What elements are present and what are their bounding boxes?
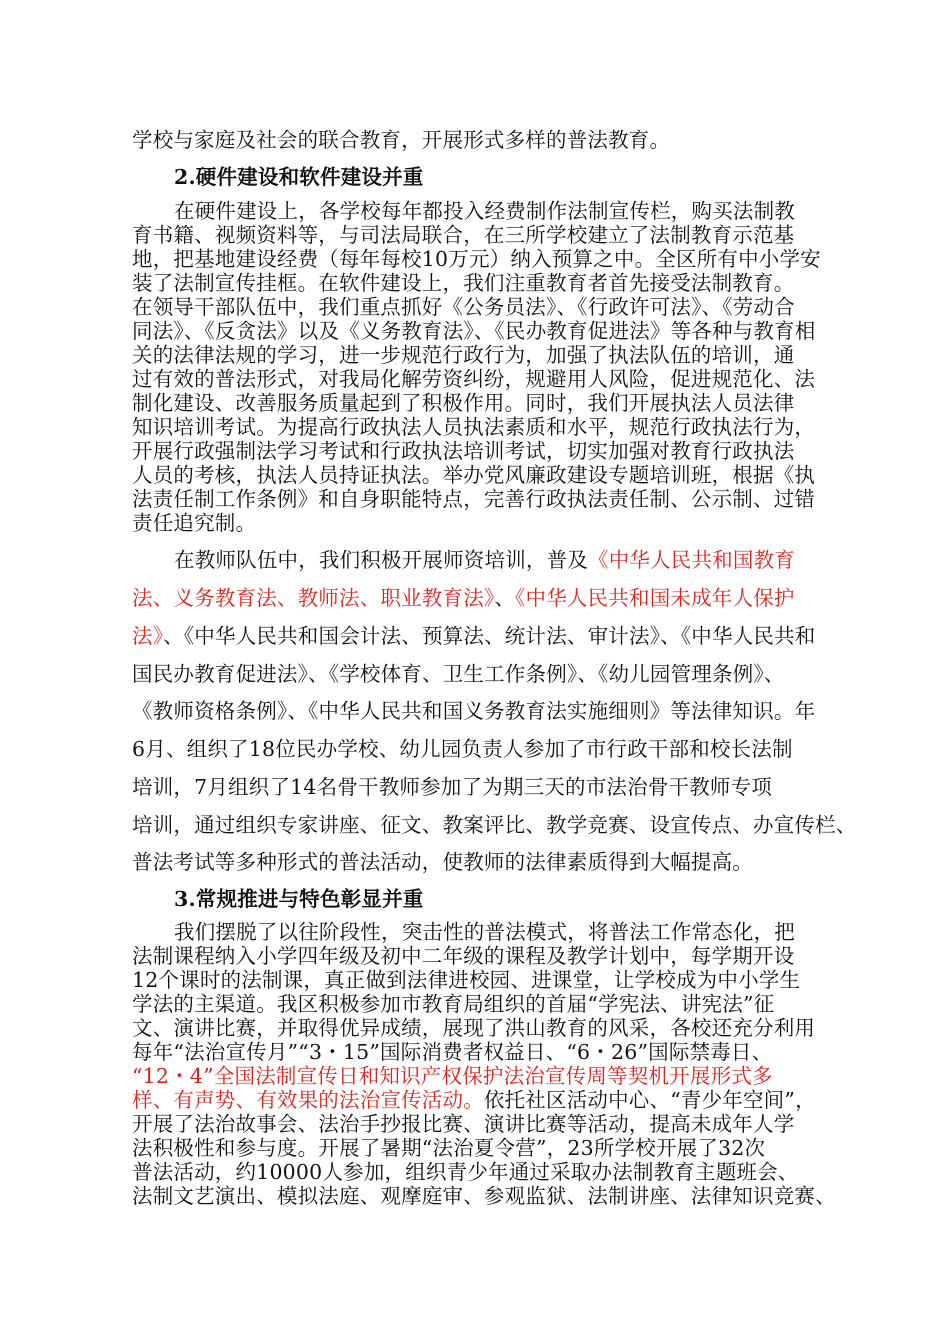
paragraph-line: 培训，通过组织专家讲座、征文、教案评比、教学竞赛、设宣传点、办宣传栏、 [132, 813, 857, 837]
paragraph-line: 在硬件建设上，各学校每年都投入经费制作法制宣传栏，购买法制教 [174, 199, 795, 223]
paragraph-line: 培训，7月组织了14名骨干教师参加了为期三天的市法治骨干教师专项 [132, 775, 773, 799]
paragraph-line: 学校与家庭及社会的联合教育，开展形式多样的普法教育。 [132, 128, 671, 152]
highlighted-text-run: 样、有声势、有效果的法治宣传活动。 [132, 1088, 484, 1112]
paragraph-line: 开展了法治故事会、法治手抄报比赛、演讲比赛等活动，提高未成年人学 [132, 1112, 795, 1136]
paragraph-line: 开展行政强制法学习考试和行政执法培训考试，切实加强对教育行政执法 [132, 439, 795, 463]
paragraph-line: 地，把基地建设经费（每年每校10万元）纳入预算之中。全区所有中小学安 [132, 247, 821, 271]
text-run: 在教师队伍中，我们积极开展师资培训，普及 [174, 548, 588, 572]
highlighted-law-title: 法》 [132, 624, 164, 648]
text-run: 、《中华人民共和国会计法、预算法、统计法、审计法》、《中华人民共和 [163, 624, 816, 648]
section-heading-3: 3.常规推进与特色彰显并重 [174, 887, 424, 911]
paragraph-line: 法责任制工作条例》和自身职能特点，完善行政执法责任制、公示制、过错 [132, 487, 816, 511]
paragraph-line: 《教师资格条例》、《中华人民共和国义务教育法实施细则》等法律知识。年 [132, 699, 816, 723]
paragraph-line: 知识培训考试。为提高行政执法人员执法素质和水平，规范行政执法行为， [132, 415, 816, 439]
paragraph-line [174, 547, 795, 573]
paragraph-line [132, 1087, 816, 1113]
highlighted-law-title: 《中华人民共和国未成年人保护 [515, 586, 795, 610]
paragraph-line: 人员的考核，执法人员持证执法。举办党风廉政建设专题培训班，根据《执 [132, 463, 816, 487]
paragraph-line: 法制文艺演出、模拟法庭、观摩庭审、参观监狱、法制讲座、法律知识竞赛、 [132, 1184, 836, 1208]
text-run: 、 [494, 586, 516, 610]
paragraph-line: 国民办教育促进法》、《学校体育、卫生工作条例》、《幼儿园管理条例》、 [132, 662, 785, 686]
highlighted-law-title: 《中华人民共和国教育 [588, 548, 795, 572]
paragraph-line: 在领导干部队伍中，我们重点抓好《公务员法》、《行政许可法》、《劳动合 [132, 295, 795, 319]
paragraph-line: 制化建设、改善服务质量起到了积极作用。同时，我们开展执法人员法律 [132, 391, 795, 415]
paragraph-line: 育书籍、视频资料等，与司法局联合，在三所学校建立了法制教育示范基 [132, 223, 795, 247]
highlighted-law-title: 法、义务教育法、教师法、职业教育法》 [132, 586, 495, 610]
section-heading-2: 2.硬件建设和软件建设并重 [174, 165, 424, 189]
paragraph-line: 装了法制宣传挂框。在软件建设上，我们注重教育者首先接受法制教育。 [132, 271, 795, 295]
paragraph-line: 同法》、《反贪法》以及《义务教育法》、《民办教育促进法》等各种与教育相 [132, 319, 816, 343]
paragraph-line: 法制课程纳入小学四年级及初中二年级的课程及教学计划中，每学期开设 [132, 944, 795, 968]
paragraph-line: 每年“法治宣传月”“3・15”国际消费者权益日、“6・26”国际禁毒日、 [132, 1040, 773, 1064]
paragraph-line: 文、演讲比赛，并取得优异成绩，展现了洪山教育的风采，各校还充分利用 [132, 1016, 816, 1040]
paragraph-line [132, 585, 795, 611]
paragraph-line: 法积极性和参与度。开展了暑期“法治夏令营”，23所学校开展了32次 [132, 1136, 766, 1160]
paragraph-line: 责任追究制。 [132, 511, 257, 535]
paragraph-line: 过有效的普法形式，对我局化解劳资纠纷，规避用人风险，促进规范化、法 [132, 367, 816, 391]
highlighted-paragraph-line: “12・4”全国法制宣传日和知识产权保护法治宣传周等契机开展形式多 [132, 1064, 773, 1088]
paragraph-line: 我们摆脱了以往阶段性，突击性的普法模式，将普法工作常态化，把 [174, 920, 795, 944]
paragraph-line: 关的法律法规的学习，进一步规范行政行为，加强了执法队伍的培训，通 [132, 343, 795, 367]
paragraph-line [132, 623, 816, 649]
text-run: 依托社区活动中心、“青少年空间”， [483, 1088, 816, 1112]
paragraph-line: 普法活动，约10000人参加，组织青少年通过采取办法制教育主题班会、 [132, 1160, 799, 1184]
paragraph-line: 6月、组织了18位民办学校、幼儿园负责人参加了市行政干部和校长法制 [132, 737, 793, 761]
paragraph-line: 学法的主渠道。我区积极参加市教育局组织的首届“学宪法、讲宪法”征 [132, 992, 775, 1016]
paragraph-line: 普法考试等多种形式的普法活动，使教师的法律素质得到大幅提高。 [132, 850, 753, 874]
paragraph-line: 12个课时的法制课，真正做到法律进校园、进课堂，让学校成为中小学生 [132, 968, 801, 992]
